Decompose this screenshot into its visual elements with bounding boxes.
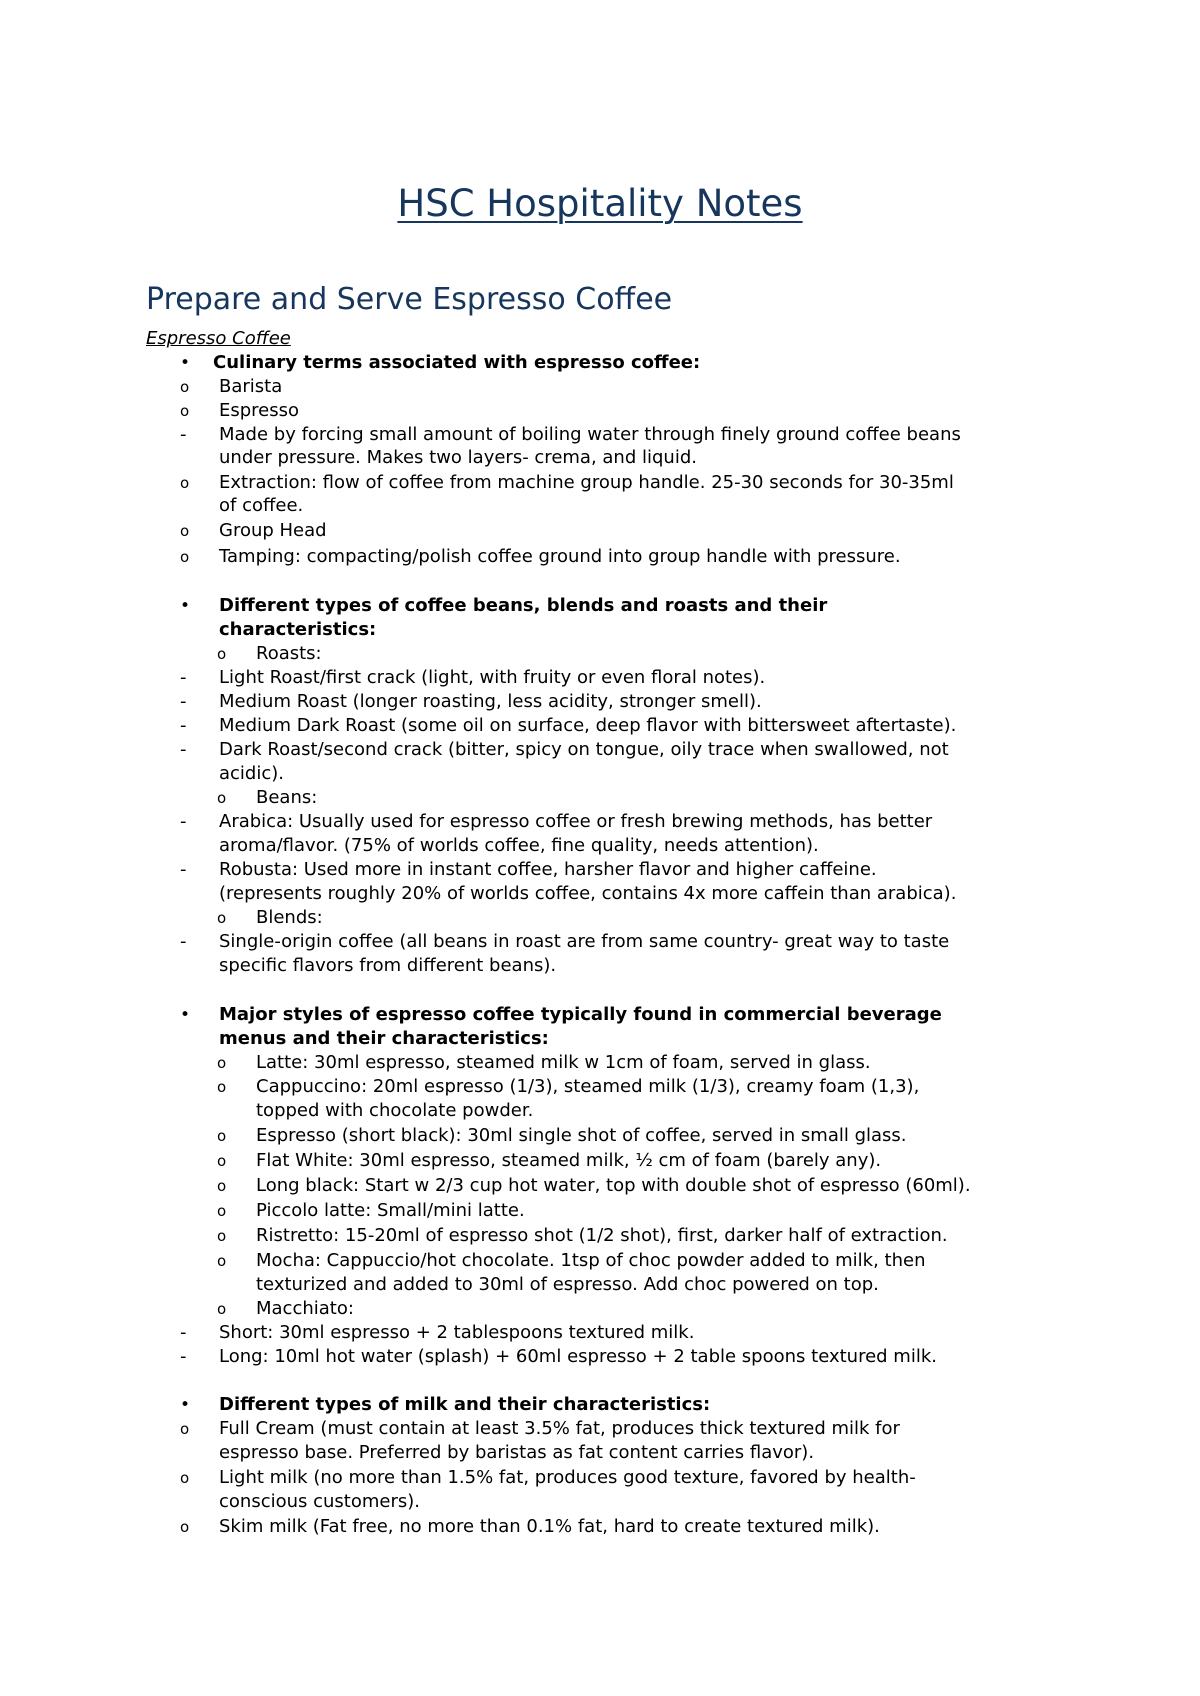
notes-line-text: Extraction: flow of coffee from machine group handle. 25-30 seconds for 30-35ml — [219, 472, 954, 493]
notes-line-text: Dark Roast/second crack (bitter, spicy on tongue, oily trace when swallowed, not — [219, 739, 949, 760]
notes-line — [0, 351, 1200, 375]
dash-marker: - — [180, 691, 187, 712]
dash-marker: - — [180, 424, 187, 445]
notes-line — [0, 1273, 1200, 1297]
circle-marker: o — [217, 1202, 227, 1220]
circle-marker: o — [180, 378, 190, 396]
notes-line-text: Long black: Start w 2/3 cup hot water, top with double shot of espresso (60ml). — [256, 1175, 971, 1196]
circle-marker: o — [217, 1054, 227, 1072]
notes-line-text: Tamping: compacting/polish coffee ground into group handle with pressure. — [219, 546, 901, 567]
circle-marker: o — [180, 1469, 190, 1487]
dash-marker: - — [180, 859, 187, 880]
circle-marker: o — [217, 789, 227, 807]
notes-line-text: Macchiato: — [256, 1298, 354, 1319]
notes-line — [0, 762, 1200, 786]
dash-marker: - — [180, 811, 187, 832]
dash-marker: - — [180, 1322, 187, 1343]
notes-line — [0, 545, 1200, 569]
circle-marker: o — [180, 402, 190, 420]
notes-line — [0, 882, 1200, 906]
notes-line-text: specific flavors from different beans). — [219, 955, 557, 976]
notes-line — [0, 786, 1200, 810]
notes-line — [0, 1149, 1200, 1173]
notes-line — [0, 423, 1200, 447]
notes-line-text: Long: 10ml hot water (splash) + 60ml espresso + 2 table spoons textured milk. — [219, 1346, 937, 1367]
notes-line-text: Full Cream (must contain at least 3.5% fat, produces thick textured milk for — [219, 1418, 900, 1439]
circle-marker: o — [217, 1227, 227, 1245]
notes-line — [0, 642, 1200, 666]
notes-line — [0, 594, 1200, 618]
notes-line-text: Espresso — [219, 400, 300, 421]
notes-line-text: under pressure. Makes two layers- crema, and liquid. — [219, 447, 697, 468]
dash-marker: - — [180, 715, 187, 736]
notes-line-text: acidic). — [219, 763, 284, 784]
notes-line-text: Group Head — [219, 520, 327, 541]
notes-line-text: Blends: — [256, 907, 323, 928]
section-heading: Prepare and Serve Espresso Coffee — [146, 282, 673, 317]
circle-marker: o — [217, 1177, 227, 1195]
circle-marker: o — [217, 1127, 227, 1145]
notes-line-text: Made by forcing small amount of boiling water through finely ground coffee beans — [219, 424, 961, 445]
circle-marker: o — [180, 1518, 190, 1536]
notes-line-text: Short: 30ml espresso + 2 tablespoons textured milk. — [219, 1322, 695, 1343]
notes-line — [0, 1515, 1200, 1539]
notes-line-text: Roasts: — [256, 643, 322, 664]
notes-line-text: Different types of milk and their characteristics: — [219, 1394, 711, 1415]
notes-line — [0, 1249, 1200, 1273]
circle-marker: o — [217, 1152, 227, 1170]
notes-line-text: (represents roughly 20% of worlds coffee, contains 4x more caffein than arabica). — [219, 883, 957, 904]
notes-line-text: Ristretto: 15-20ml of espresso shot (1/2 shot), first, darker half of extraction. — [256, 1225, 948, 1246]
notes-line — [0, 1027, 1200, 1051]
bullet-marker: • — [180, 1005, 191, 1025]
notes-line — [0, 1224, 1200, 1248]
circle-marker: o — [217, 909, 227, 927]
notes-line-text: espresso base. Preferred by baristas as fat content carries flavor). — [219, 1442, 815, 1463]
notes-line — [0, 1490, 1200, 1514]
notes-line-text: Robusta: Used more in instant coffee, harsher flavor and higher caffeine. — [219, 859, 877, 880]
notes-line-text: Culinary terms associated with espresso coffee: — [213, 352, 701, 373]
notes-line-text: conscious customers). — [219, 1491, 420, 1512]
notes-line-text: Light milk (no more than 1.5% fat, produces good texture, favored by health- — [219, 1467, 916, 1488]
notes-line — [0, 1441, 1200, 1465]
subheading: Espresso Coffee — [146, 328, 291, 349]
notes-line-text: Major styles of espresso coffee typically found in commercial beverage — [219, 1004, 942, 1025]
notes-line — [0, 1003, 1200, 1027]
bullet-marker: • — [180, 353, 191, 373]
notes-line-text: Arabica: Usually used for espresso coffee or fresh brewing methods, has better — [219, 811, 933, 832]
notes-line — [0, 1174, 1200, 1198]
notes-line — [0, 494, 1200, 518]
notes-line — [0, 1321, 1200, 1345]
notes-line-text: Espresso (short black): 30ml single shot of coffee, served in small glass. — [256, 1125, 907, 1146]
notes-line-text: characteristics: — [219, 619, 377, 640]
notes-line — [0, 906, 1200, 930]
notes-line — [0, 1099, 1200, 1123]
notes-line-text: topped with chocolate powder. — [256, 1100, 534, 1121]
notes-line — [0, 1466, 1200, 1490]
notes-line — [0, 738, 1200, 762]
notes-line-text: Light Roast/first crack (light, with fruity or even floral notes). — [219, 667, 766, 688]
notes-line — [0, 834, 1200, 858]
circle-marker: o — [180, 474, 190, 492]
notes-line — [0, 1199, 1200, 1223]
notes-line — [0, 954, 1200, 978]
circle-marker: o — [180, 548, 190, 566]
notes-line-text: Flat White: 30ml espresso, steamed milk, ½ cm of foam (barely any). — [256, 1150, 882, 1171]
bullet-marker: • — [180, 1395, 191, 1415]
notes-line — [0, 1297, 1200, 1321]
notes-line-text: Cappuccino: 20ml espresso (1/3), steamed milk (1/3), creamy foam (1,3), — [256, 1076, 920, 1097]
notes-line-text: Different types of coffee beans, blends and roasts and their — [219, 595, 828, 616]
circle-marker: o — [180, 1420, 190, 1438]
notes-line-text: Piccolo latte: Small/mini latte. — [256, 1200, 525, 1221]
notes-line — [0, 714, 1200, 738]
notes-line — [0, 810, 1200, 834]
notes-line — [0, 930, 1200, 954]
notes-line — [0, 1124, 1200, 1148]
notes-line — [0, 1393, 1200, 1417]
notes-line — [0, 519, 1200, 543]
notes-line-text: Beans: — [256, 787, 318, 808]
circle-marker: o — [217, 1300, 227, 1318]
notes-line — [0, 618, 1200, 642]
notes-line-text: of coffee. — [219, 495, 304, 516]
notes-line-text: menus and their characteristics: — [219, 1028, 549, 1049]
dash-marker: - — [180, 667, 187, 688]
notes-line — [0, 399, 1200, 423]
notes-line-text: Skim milk (Fat free, no more than 0.1% fat, hard to create textured milk). — [219, 1516, 880, 1537]
notes-line — [0, 471, 1200, 495]
notes-line — [0, 446, 1200, 470]
circle-marker: o — [217, 1078, 227, 1096]
document-title: HSC Hospitality Notes — [397, 182, 803, 225]
notes-line-text: Single-origin coffee (all beans in roast are from same country- great way to taste — [219, 931, 950, 952]
notes-line — [0, 1051, 1200, 1075]
bullet-marker: • — [180, 596, 191, 616]
notes-line-text: Medium Dark Roast (some oil on surface, deep flavor with bittersweet aftertaste). — [219, 715, 957, 736]
notes-line-text: texturized and added to 30ml of espresso. Add choc powered on top. — [256, 1274, 879, 1295]
notes-line-text: aroma/flavor. (75% of worlds coffee, fine quality, needs attention). — [219, 835, 819, 856]
notes-line — [0, 690, 1200, 714]
notes-line — [0, 858, 1200, 882]
notes-line — [0, 666, 1200, 690]
dash-marker: - — [180, 1346, 187, 1367]
notes-line-text: Latte: 30ml espresso, steamed milk w 1cm of foam, served in glass. — [256, 1052, 871, 1073]
notes-line — [0, 375, 1200, 399]
notes-line — [0, 1417, 1200, 1441]
dash-marker: - — [180, 931, 187, 952]
circle-marker: o — [180, 522, 190, 540]
circle-marker: o — [217, 645, 227, 663]
dash-marker: - — [180, 739, 187, 760]
circle-marker: o — [217, 1252, 227, 1270]
notes-line — [0, 1345, 1200, 1369]
notes-line-text: Medium Roast (longer roasting, less acidity, stronger smell). — [219, 691, 762, 712]
notes-line-text: Mocha: Cappuccio/hot chocolate. 1tsp of choc powder added to milk, then — [256, 1250, 926, 1271]
notes-line-text: Barista — [219, 376, 283, 397]
notes-line — [0, 1075, 1200, 1099]
